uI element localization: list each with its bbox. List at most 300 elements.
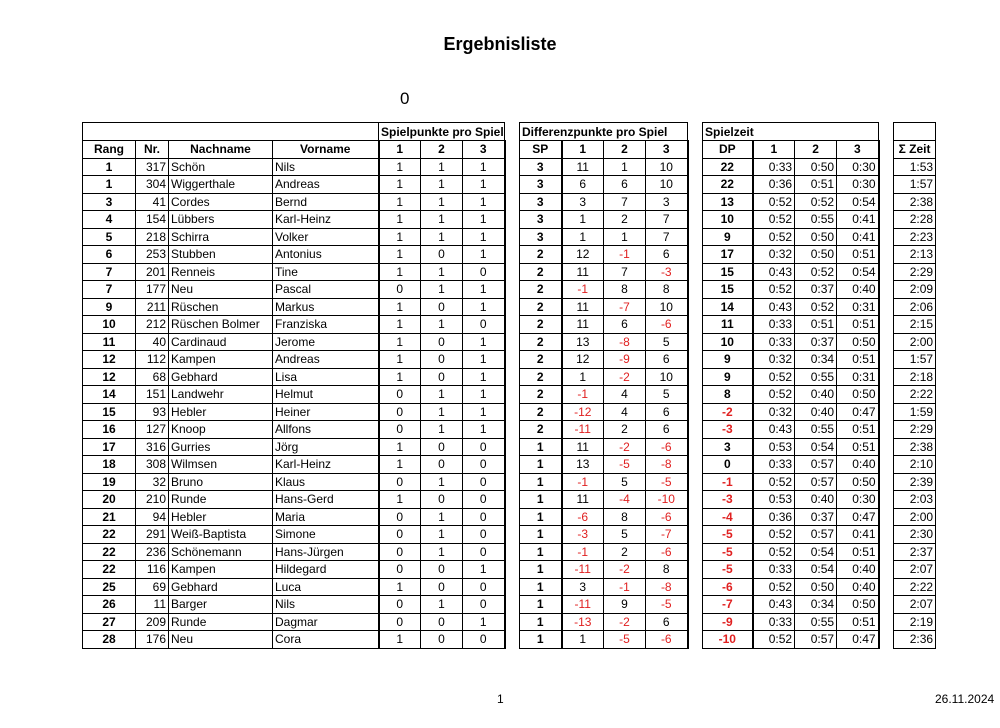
dp-game-1-cell: 11 [562,158,604,176]
time-game-1-cell: 0:52 [753,386,795,404]
rang-cell: 18 [83,456,136,474]
vorname-cell: Franziska [273,316,379,334]
rang-cell: 15 [83,403,136,421]
sp-game-1-cell: 1 [379,333,421,351]
vorname-cell: Hans-Jürgen [273,543,379,561]
dp-total-cell: 14 [703,298,753,316]
rang-cell: 14 [83,386,136,404]
vorname-cell: Jörg [273,438,379,456]
time-game-3-cell: 0:47 [837,631,879,649]
group-header-row [83,123,936,141]
time-game-2-cell: 0:57 [795,456,837,474]
dp-game-3-cell: 6 [646,421,688,439]
total-time-cell: 1:57 [894,351,936,369]
dp-total-cell: 15 [703,263,753,281]
gap-cell [879,246,894,264]
total-time-cell: 2:00 [894,333,936,351]
rang-cell: 21 [83,508,136,526]
vorname-cell: Antonius [273,246,379,264]
table-row [83,596,936,614]
time-game-1-cell: 0:52 [753,228,795,246]
time-game-1-cell: 0:33 [753,158,795,176]
gap-cell [879,403,894,421]
sp-game-3-cell: 1 [463,351,505,369]
sp-game-2-cell: 1 [421,316,463,334]
nr-cell: 253 [136,246,169,264]
gap-cell [505,403,520,421]
header-rang: Rang [83,141,136,159]
total-time-cell: 1:57 [894,176,936,194]
sp-game-3-cell: 1 [463,176,505,194]
header-nr: Nr. [136,141,169,159]
sp-total-cell: 1 [520,596,562,614]
column-header-row [83,141,936,159]
nr-cell: 94 [136,508,169,526]
vorname-cell: Karl-Heinz [273,456,379,474]
sp-total-cell: 1 [520,526,562,544]
dp-game-2-cell: -1 [604,578,646,596]
rang-cell: 28 [83,631,136,649]
gap-cell [505,508,520,526]
gap-cell [688,246,703,264]
sp-game-3-cell: 1 [463,281,505,299]
rang-cell: 6 [83,246,136,264]
table-row [83,351,936,369]
time-game-3-cell: 0:31 [837,368,879,386]
nr-cell: 201 [136,263,169,281]
sp-game-2-cell: 1 [421,211,463,229]
vorname-cell: Luca [273,578,379,596]
gap-cell [505,438,520,456]
header-dp-game-3: 3 [646,141,688,159]
sp-total-cell: 2 [520,351,562,369]
sp-game-3-cell: 1 [463,561,505,579]
time-game-1-cell: 0:53 [753,438,795,456]
gap-cell [879,351,894,369]
sp-total-cell: 1 [520,631,562,649]
dp-game-1-cell: 13 [562,333,604,351]
sp-total-cell: 2 [520,263,562,281]
rang-cell: 12 [83,368,136,386]
time-game-1-cell: 0:33 [753,316,795,334]
dp-game-1-cell: 1 [562,211,604,229]
nachname-cell: Cardinaud [169,333,273,351]
dp-game-3-cell: 8 [646,561,688,579]
table-row [83,613,936,631]
dp-game-2-cell: -2 [604,438,646,456]
sp-game-1-cell: 1 [379,263,421,281]
header-total-time: Σ Zeit [894,141,936,159]
nachname-cell: Wiggerthale [169,176,273,194]
dp-game-3-cell: 5 [646,386,688,404]
sp-game-1-cell: 0 [379,596,421,614]
table-row [83,561,936,579]
dp-game-2-cell: -8 [604,333,646,351]
table-row [83,228,936,246]
vorname-cell: Hans-Gerd [273,491,379,509]
rang-cell: 27 [83,613,136,631]
sp-total-cell: 1 [520,491,562,509]
time-game-3-cell: 0:50 [837,473,879,491]
time-game-1-cell: 0:52 [753,473,795,491]
gap-cell [688,596,703,614]
total-time-cell: 1:53 [894,158,936,176]
header-time-game-3: 3 [837,141,879,159]
header-sp-game-1: 1 [379,141,421,159]
sp-game-1-cell: 1 [379,456,421,474]
sp-game-3-cell: 1 [463,158,505,176]
nr-cell: 317 [136,158,169,176]
gap-cell [879,193,894,211]
time-game-3-cell: 0:41 [837,228,879,246]
dp-game-3-cell: 6 [646,246,688,264]
time-game-3-cell: 0:54 [837,263,879,281]
time-game-2-cell: 0:54 [795,561,837,579]
sp-total-cell: 2 [520,386,562,404]
dp-game-3-cell: -6 [646,438,688,456]
gap-cell [688,316,703,334]
sp-game-3-cell: 0 [463,316,505,334]
gap-cell [879,438,894,456]
time-game-2-cell: 0:51 [795,316,837,334]
header-dp: DP [703,141,753,159]
gap-cell [879,368,894,386]
time-game-2-cell: 0:57 [795,526,837,544]
dp-game-1-cell: 13 [562,456,604,474]
gap-cell [505,543,520,561]
nachname-cell: Hebler [169,403,273,421]
gap-cell [505,386,520,404]
dp-game-3-cell: 7 [646,211,688,229]
gap-cell [688,333,703,351]
dp-total-cell: -3 [703,491,753,509]
total-time-cell: 2:37 [894,543,936,561]
time-game-1-cell: 0:32 [753,351,795,369]
vorname-cell: Klaus [273,473,379,491]
time-game-3-cell: 0:54 [837,193,879,211]
sp-game-2-cell: 0 [421,613,463,631]
sp-game-2-cell: 0 [421,351,463,369]
sp-game-2-cell: 1 [421,386,463,404]
time-game-3-cell: 0:41 [837,526,879,544]
total-time-cell: 2:07 [894,561,936,579]
dp-game-1-cell: 1 [562,368,604,386]
time-game-3-cell: 0:51 [837,316,879,334]
sp-game-1-cell: 0 [379,403,421,421]
page-title: Ergebnisliste [443,34,557,54]
time-game-3-cell: 0:30 [837,158,879,176]
gap-cell [688,281,703,299]
header-time-game-1: 1 [753,141,795,159]
sp-total-cell: 1 [520,456,562,474]
sp-game-3-cell: 1 [463,421,505,439]
rang-cell: 22 [83,526,136,544]
time-game-2-cell: 0:50 [795,578,837,596]
time-game-1-cell: 0:36 [753,176,795,194]
total-time-cell: 2:15 [894,316,936,334]
time-game-1-cell: 0:52 [753,631,795,649]
dp-game-2-cell: -2 [604,368,646,386]
total-time-cell: 2:10 [894,456,936,474]
sp-game-2-cell: 1 [421,596,463,614]
total-time-cell: 2:13 [894,246,936,264]
dp-game-1-cell: -1 [562,543,604,561]
dp-total-cell: -1 [703,473,753,491]
rang-cell: 19 [83,473,136,491]
sp-game-2-cell: 1 [421,263,463,281]
nr-cell: 40 [136,333,169,351]
nr-cell: 308 [136,456,169,474]
gap-cell [688,508,703,526]
nachname-cell: Schön [169,158,273,176]
gap-cell [505,456,520,474]
nachname-cell: Hebler [169,508,273,526]
sp-game-3-cell: 1 [463,193,505,211]
sp-total-cell: 3 [520,158,562,176]
sp-game-1-cell: 1 [379,158,421,176]
dp-total-cell: 15 [703,281,753,299]
rang-cell: 22 [83,561,136,579]
nr-cell: 112 [136,351,169,369]
time-game-1-cell: 0:43 [753,263,795,281]
dp-game-1-cell: -6 [562,508,604,526]
dp-game-1-cell: -13 [562,613,604,631]
sp-total-cell: 2 [520,316,562,334]
dp-game-2-cell: 9 [604,596,646,614]
nachname-cell: Weiß-Baptista [169,526,273,544]
sp-game-2-cell: 1 [421,193,463,211]
gap-cell [505,298,520,316]
rang-cell: 11 [83,333,136,351]
time-game-2-cell: 0:34 [795,351,837,369]
group-header-blank [894,123,936,141]
sp-total-cell: 2 [520,281,562,299]
sp-game-1-cell: 0 [379,508,421,526]
time-game-2-cell: 0:54 [795,438,837,456]
total-time-cell: 2:28 [894,211,936,229]
nachname-cell: Runde [169,613,273,631]
time-game-1-cell: 0:52 [753,368,795,386]
sp-total-cell: 1 [520,473,562,491]
dp-game-2-cell: -9 [604,351,646,369]
nr-cell: 218 [136,228,169,246]
gap-cell [688,473,703,491]
dp-game-1-cell: 3 [562,193,604,211]
dp-game-3-cell: 10 [646,158,688,176]
table-row [83,526,936,544]
total-time-cell: 2:07 [894,596,936,614]
total-time-cell: 2:30 [894,526,936,544]
dp-game-1-cell: -11 [562,596,604,614]
nr-cell: 93 [136,403,169,421]
dp-game-3-cell: -7 [646,526,688,544]
table-row [83,298,936,316]
vorname-cell: Tine [273,263,379,281]
sp-total-cell: 2 [520,368,562,386]
vorname-cell: Karl-Heinz [273,211,379,229]
sp-game-1-cell: 0 [379,543,421,561]
table-row [83,508,936,526]
time-game-2-cell: 0:55 [795,211,837,229]
nr-cell: 127 [136,421,169,439]
sp-game-1-cell: 0 [379,561,421,579]
gap-cell [505,561,520,579]
sp-game-1-cell: 1 [379,491,421,509]
dp-game-1-cell: 11 [562,263,604,281]
gap-cell [505,596,520,614]
sp-game-2-cell: 1 [421,543,463,561]
dp-total-cell: 11 [703,316,753,334]
sp-game-2-cell: 1 [421,473,463,491]
sp-game-1-cell: 0 [379,281,421,299]
dp-game-3-cell: -6 [646,508,688,526]
gap-cell [879,508,894,526]
total-time-cell: 1:59 [894,403,936,421]
sp-game-3-cell: 0 [463,631,505,649]
total-time-cell: 2:38 [894,193,936,211]
dp-game-3-cell: -8 [646,578,688,596]
time-game-2-cell: 0:40 [795,403,837,421]
gap-cell [505,421,520,439]
time-game-1-cell: 0:52 [753,281,795,299]
dp-total-cell: 8 [703,386,753,404]
table-row [83,578,936,596]
sp-total-cell: 1 [520,543,562,561]
dp-game-3-cell: -3 [646,263,688,281]
table-row [83,211,936,229]
nr-cell: 11 [136,596,169,614]
dp-game-2-cell: 5 [604,473,646,491]
time-game-3-cell: 0:30 [837,491,879,509]
gap-cell [505,333,520,351]
gap-cell [879,631,894,649]
table-row [83,403,936,421]
time-game-2-cell: 0:37 [795,508,837,526]
gap-cell [688,438,703,456]
dp-game-3-cell: -6 [646,316,688,334]
gap-cell [879,561,894,579]
gap-cell [505,351,520,369]
dp-total-cell: -5 [703,561,753,579]
gap-cell [688,543,703,561]
sp-total-cell: 3 [520,228,562,246]
total-time-cell: 2:06 [894,298,936,316]
sp-total-cell: 2 [520,298,562,316]
sp-game-2-cell: 1 [421,176,463,194]
nachname-cell: Neu [169,631,273,649]
table-row [83,333,936,351]
time-game-1-cell: 0:33 [753,333,795,351]
dp-total-cell: 9 [703,368,753,386]
dp-game-1-cell: 1 [562,631,604,649]
sp-game-1-cell: 1 [379,631,421,649]
total-time-cell: 2:22 [894,578,936,596]
total-time-cell: 2:00 [894,508,936,526]
sp-game-3-cell: 0 [463,578,505,596]
vorname-cell: Hildegard [273,561,379,579]
nachname-cell: Cordes [169,193,273,211]
header-dp-game-2: 2 [604,141,646,159]
gap-cell [879,473,894,491]
total-time-cell: 2:19 [894,613,936,631]
sp-game-1-cell: 1 [379,228,421,246]
time-game-3-cell: 0:47 [837,403,879,421]
rang-cell: 17 [83,438,136,456]
gap-cell [505,578,520,596]
dp-total-cell: -6 [703,578,753,596]
nachname-cell: Gurries [169,438,273,456]
dp-game-3-cell: -5 [646,473,688,491]
time-game-1-cell: 0:36 [753,508,795,526]
table-row [83,193,936,211]
dp-game-2-cell: 8 [604,508,646,526]
dp-game-1-cell: 11 [562,316,604,334]
time-game-3-cell: 0:40 [837,456,879,474]
gap-cell [505,368,520,386]
total-time-cell: 2:29 [894,421,936,439]
gap-cell [505,246,520,264]
gap-cell [879,141,894,159]
gap-cell [505,158,520,176]
gap-cell [879,298,894,316]
total-time-cell: 2:22 [894,386,936,404]
rang-cell: 1 [83,158,136,176]
sp-total-cell: 3 [520,193,562,211]
gap-cell [505,211,520,229]
gap-cell [879,613,894,631]
dp-total-cell: 22 [703,158,753,176]
rang-cell: 26 [83,596,136,614]
gap-cell [688,158,703,176]
sp-game-1-cell: 0 [379,613,421,631]
dp-total-cell: 9 [703,351,753,369]
header-dp-game-1: 1 [562,141,604,159]
time-game-3-cell: 0:40 [837,561,879,579]
header-nachname: Nachname [169,141,273,159]
results-table [82,122,936,649]
header-sp-game-2: 2 [421,141,463,159]
gap-cell [505,193,520,211]
sp-game-2-cell: 1 [421,403,463,421]
sp-game-2-cell: 0 [421,561,463,579]
dp-game-3-cell: 8 [646,281,688,299]
nr-cell: 68 [136,368,169,386]
sp-game-2-cell: 0 [421,631,463,649]
rang-cell: 12 [83,351,136,369]
dp-game-3-cell: -5 [646,596,688,614]
vorname-cell: Bernd [273,193,379,211]
sp-game-1-cell: 0 [379,473,421,491]
rang-cell: 16 [83,421,136,439]
sp-game-3-cell: 0 [463,456,505,474]
gap-cell [879,176,894,194]
table-row [83,368,936,386]
sp-game-3-cell: 0 [463,491,505,509]
dp-game-2-cell: 6 [604,316,646,334]
sp-game-3-cell: 0 [463,596,505,614]
sp-game-1-cell: 1 [379,176,421,194]
time-game-1-cell: 0:33 [753,613,795,631]
sp-game-1-cell: 1 [379,246,421,264]
time-game-3-cell: 0:40 [837,578,879,596]
gap-cell [688,193,703,211]
sp-total-cell: 2 [520,421,562,439]
gap-cell [879,211,894,229]
dp-game-2-cell: -2 [604,613,646,631]
dp-game-3-cell: 10 [646,368,688,386]
gap-cell [505,491,520,509]
time-game-2-cell: 0:40 [795,386,837,404]
